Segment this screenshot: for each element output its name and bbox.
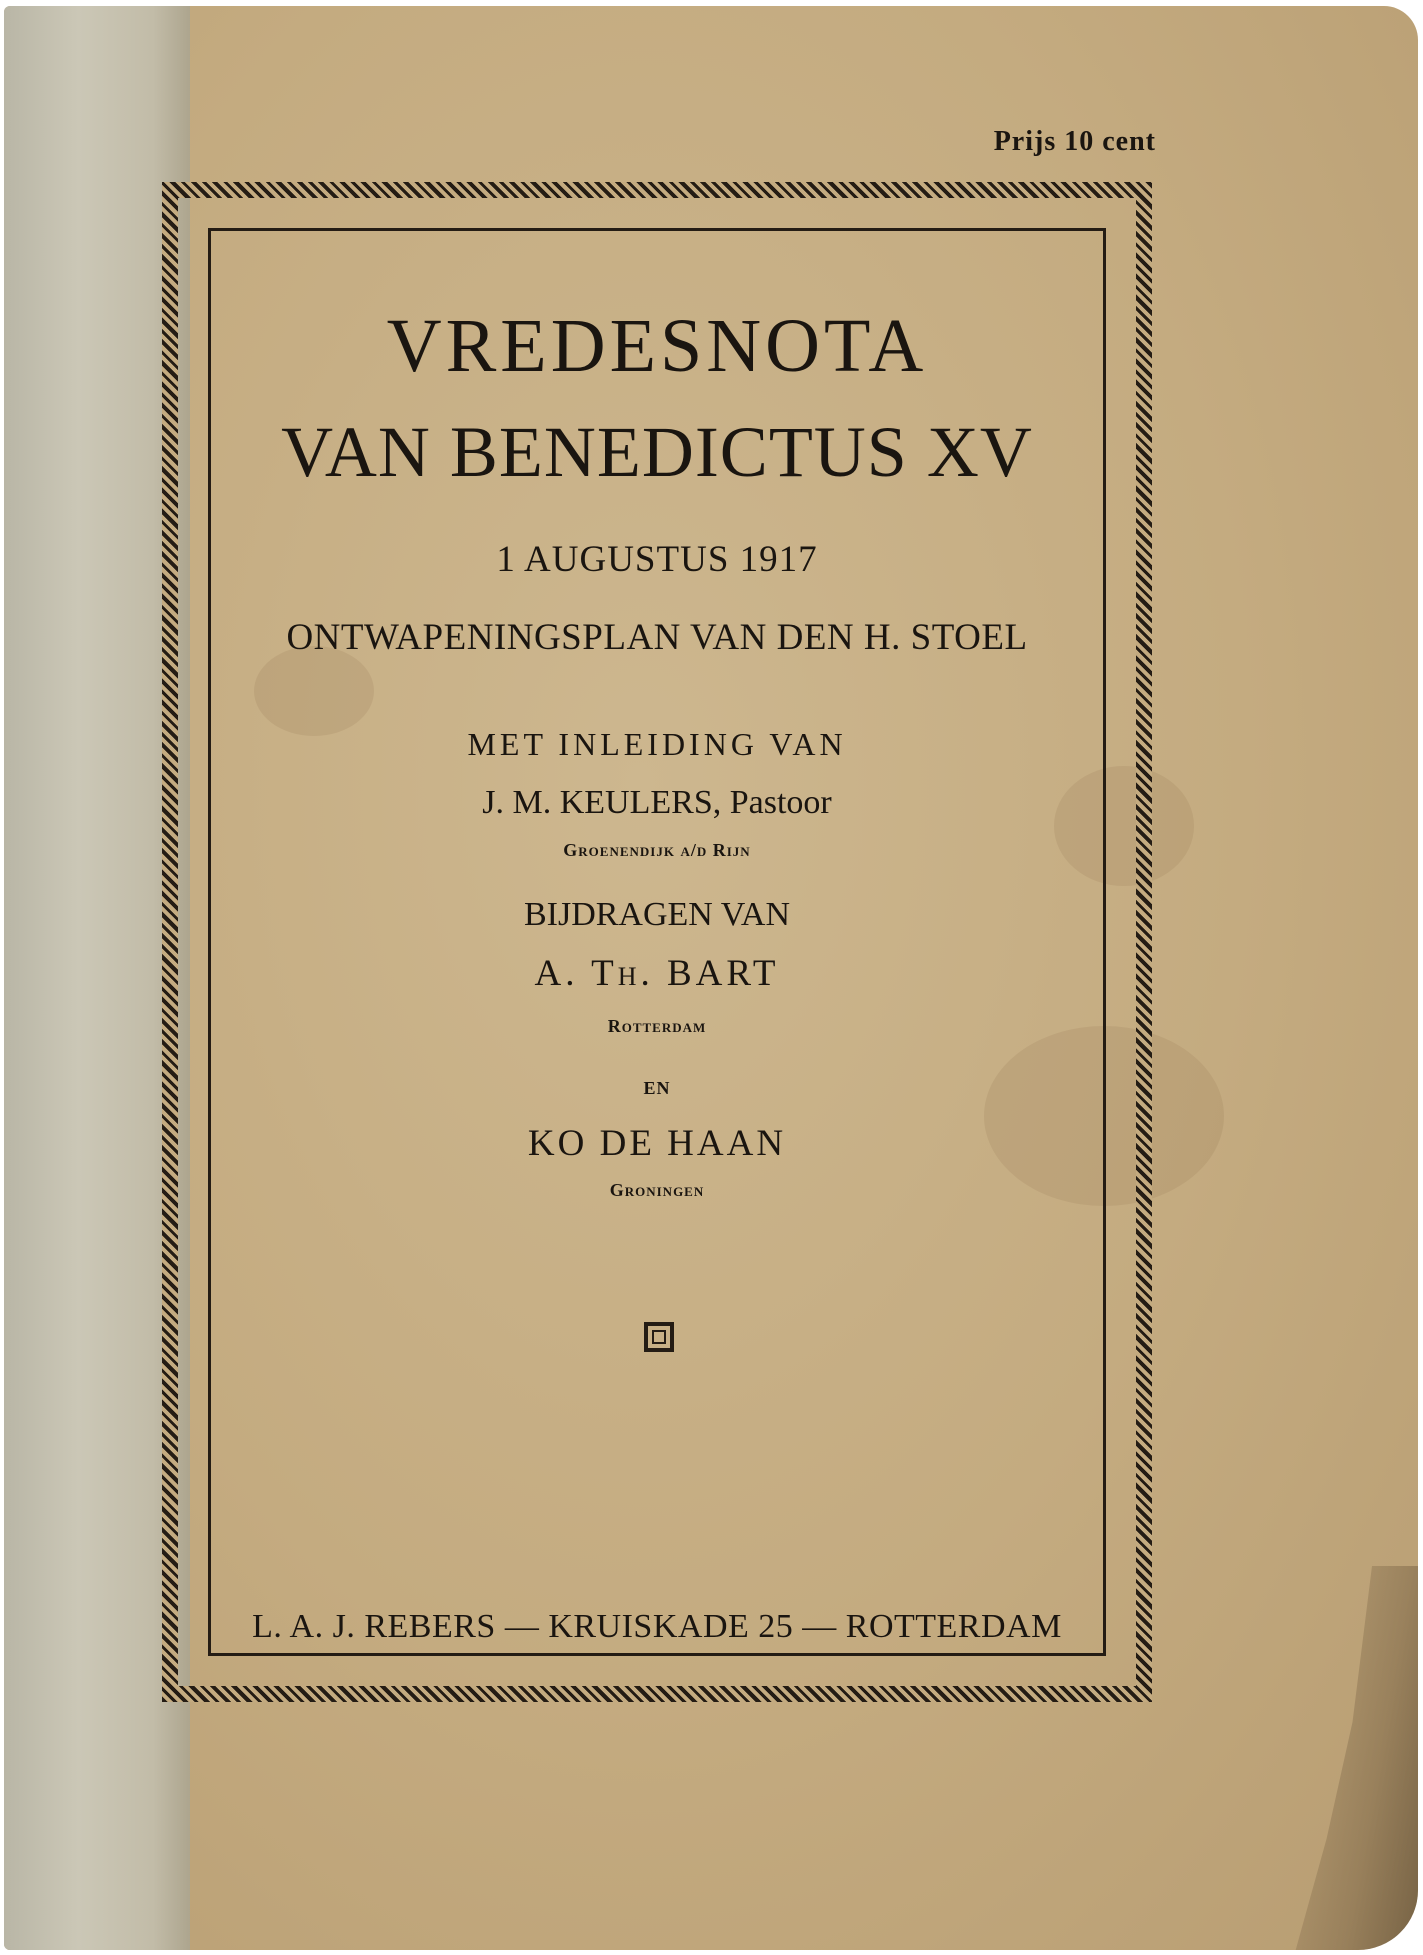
frayed-edge (1294, 1566, 1418, 1950)
contributor-2: KO DE HAAN (527, 1123, 787, 1164)
introduction-author: J. M. KEULERS, Pastoor (482, 784, 832, 821)
publisher-line: L. A. J. REBERS — KRUISKADE 25 — ROTTERDAM (252, 1608, 1062, 1645)
book-cover (4, 6, 1418, 1950)
contributor-2-place: Groningen (609, 1180, 705, 1200)
conjunction: EN (643, 1078, 671, 1098)
contributor-1-place: Rotterdam (607, 1016, 707, 1036)
introduction-label: MET INLEIDING VAN (467, 726, 847, 762)
title-line-2: VAN BENEDICTUS XV (281, 412, 1033, 492)
contributions-label: BIJDRAGEN VAN (523, 896, 791, 933)
subtitle: ONTWAPENINGSPLAN VAN DEN H. STOEL (286, 617, 1028, 658)
date-line: 1 AUGUSTUS 1917 (496, 539, 818, 580)
introduction-place: Groenendijk a/d Rijn (563, 840, 751, 860)
square-emblem-icon (644, 1322, 674, 1352)
contributor-1: A. Th. BART (534, 953, 780, 994)
ornamental-border (162, 182, 1152, 1702)
price-label: Prijs 10 cent (993, 126, 1156, 157)
title-line-1: VREDESNOTA (386, 304, 928, 388)
